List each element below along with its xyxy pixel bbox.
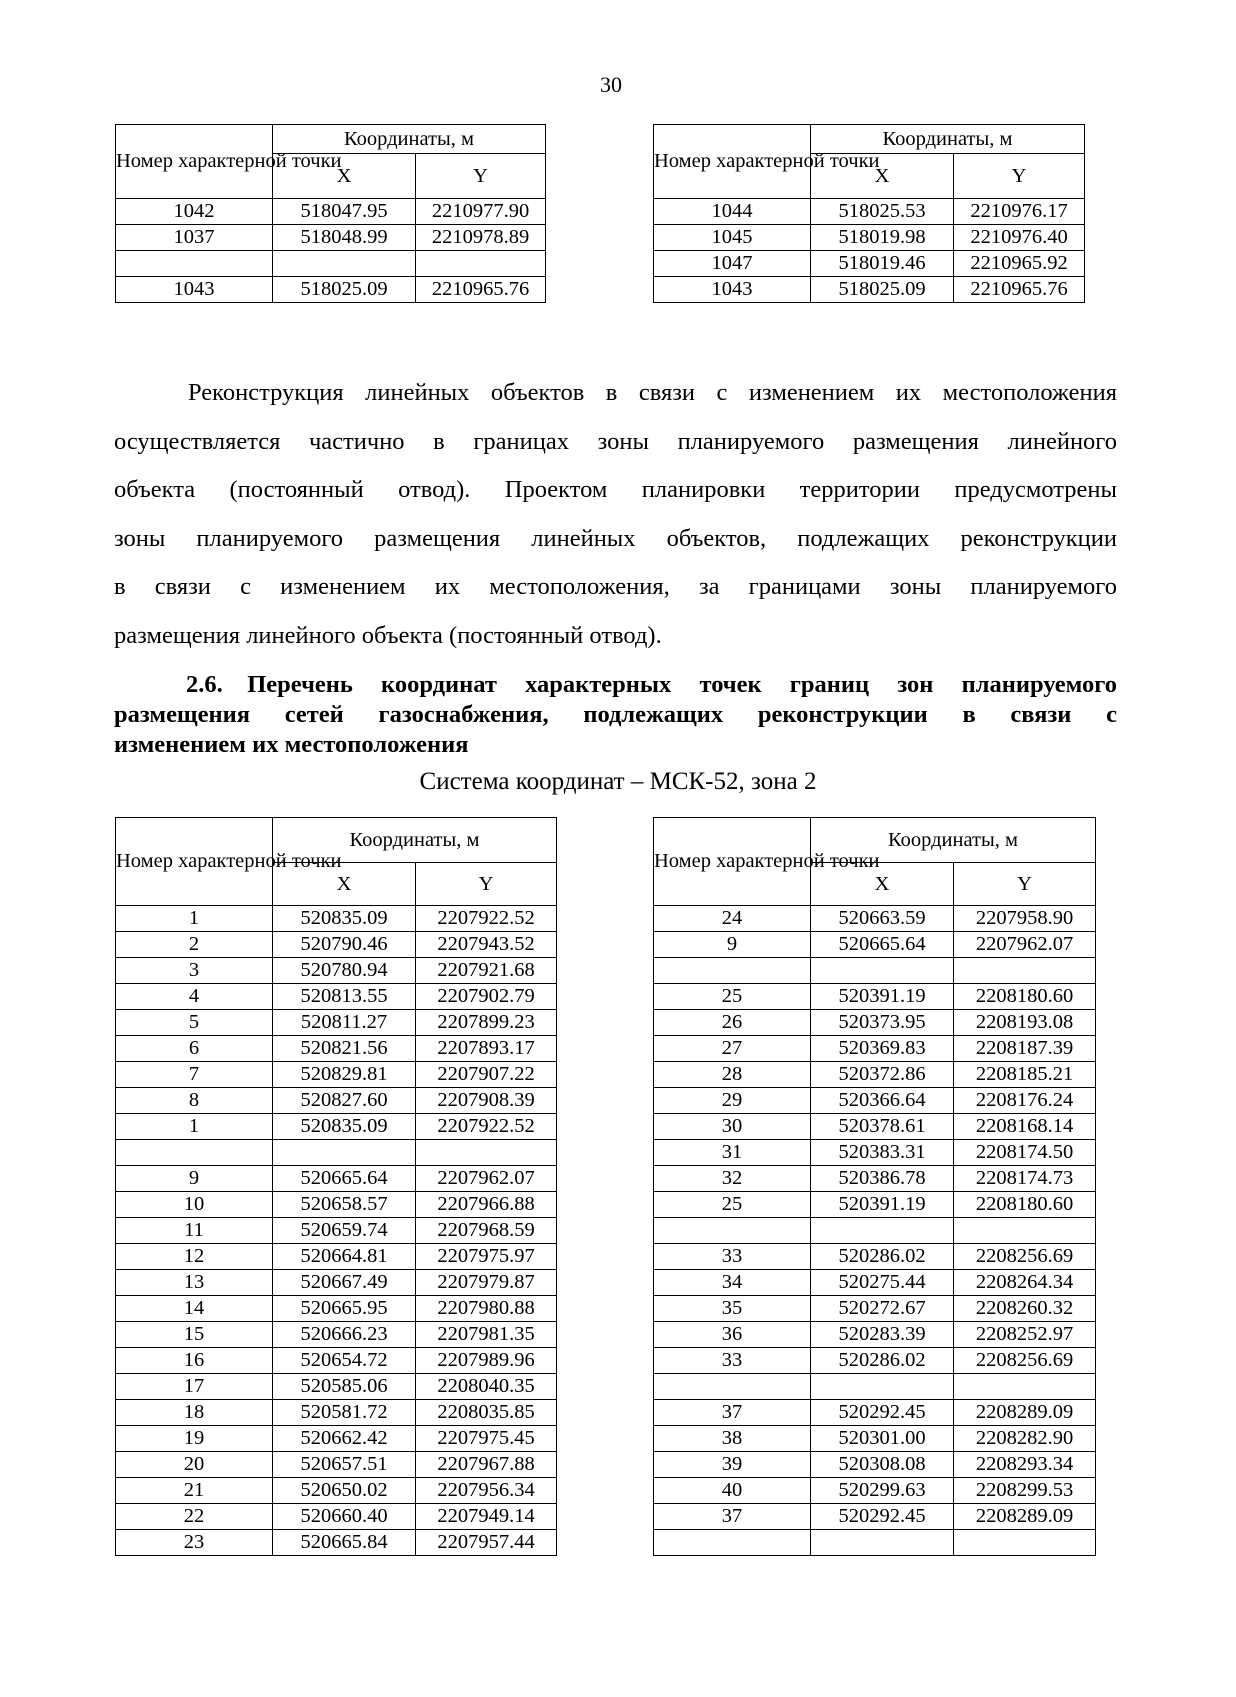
point-number-cell: 1044 (654, 199, 811, 225)
y-coordinate-cell: 2207921.68 (416, 958, 557, 984)
y-coordinate-cell: 2208299.53 (954, 1478, 1096, 1504)
table-row (116, 251, 546, 277)
bottom-left-coordinates-table (115, 817, 557, 1556)
point-number-header: Номер характерной точки (116, 818, 273, 906)
point-number-cell: 16 (116, 1348, 273, 1374)
coordinates-header: Координаты, м (273, 818, 557, 863)
table-row (654, 1036, 1096, 1062)
coordinate-system-caption: Система координат – МСК-52, зона 2 (419, 768, 817, 795)
y-coordinate-cell: 2208264.34 (954, 1270, 1096, 1296)
table-row (654, 1114, 1096, 1140)
x-coordinate-cell: 520835.09 (273, 1114, 416, 1140)
x-coordinate-cell: 520292.45 (811, 1504, 954, 1530)
table-row (116, 932, 557, 958)
y-coordinate-cell: 2207908.39 (416, 1088, 557, 1114)
y-coordinate-cell: 2208252.97 (954, 1322, 1096, 1348)
x-coordinate-cell: 520275.44 (811, 1270, 954, 1296)
point-number-cell: 9 (654, 932, 811, 958)
x-coordinate-cell: 520286.02 (811, 1244, 954, 1270)
point-number-header: Номер характерной точки (654, 818, 811, 906)
x-coordinate-cell: 520283.39 (811, 1322, 954, 1348)
y-coordinate-cell: 2210977.90 (416, 199, 546, 225)
y-coordinate-cell: 2208185.21 (954, 1062, 1096, 1088)
table-row (654, 1010, 1096, 1036)
table-row (116, 1426, 557, 1452)
x-header: X (273, 863, 416, 906)
x-coordinate-cell: 520650.02 (273, 1478, 416, 1504)
y-coordinate-cell (954, 1530, 1096, 1556)
paragraph-line: Реконструкция линейных объектов в связи с изменением их местоположения (188, 379, 1117, 406)
x-coordinate-cell (273, 251, 416, 277)
table-row (116, 1218, 557, 1244)
x-coordinate-cell: 520386.78 (811, 1166, 954, 1192)
x-coordinate-cell: 520665.95 (273, 1296, 416, 1322)
point-number-cell: 34 (654, 1270, 811, 1296)
point-number-header: Номер характерной точки (116, 125, 273, 199)
table-row (654, 251, 1085, 277)
point-number-cell: 31 (654, 1140, 811, 1166)
y-coordinate-cell (954, 1218, 1096, 1244)
y-coordinate-cell: 2207975.97 (416, 1244, 557, 1270)
x-coordinate-cell: 520299.63 (811, 1478, 954, 1504)
point-number-cell: 36 (654, 1322, 811, 1348)
point-number-cell: 26 (654, 1010, 811, 1036)
x-coordinate-cell: 520585.06 (273, 1374, 416, 1400)
y-coordinate-cell (954, 958, 1096, 984)
x-coordinate-cell: 520391.19 (811, 1192, 954, 1218)
table-row (654, 1270, 1096, 1296)
x-coordinate-cell: 520811.27 (273, 1010, 416, 1036)
y-coordinate-cell: 2208180.60 (954, 1192, 1096, 1218)
x-coordinate-cell: 520657.51 (273, 1452, 416, 1478)
y-coordinate-cell: 2208180.60 (954, 984, 1096, 1010)
table-row (116, 1322, 557, 1348)
table-row (116, 225, 546, 251)
y-coordinate-cell: 2208289.09 (954, 1504, 1096, 1530)
point-number-cell (654, 1218, 811, 1244)
y-coordinate-cell: 2207968.59 (416, 1218, 557, 1244)
x-coordinate-cell: 520813.55 (273, 984, 416, 1010)
y-coordinate-cell: 2207989.96 (416, 1348, 557, 1374)
y-coordinate-cell: 2210976.40 (954, 225, 1085, 251)
section-heading (114, 670, 1117, 760)
table-row (116, 1452, 557, 1478)
x-coordinate-cell: 520660.40 (273, 1504, 416, 1530)
table-row (116, 1166, 557, 1192)
y-coordinate-cell: 2207922.52 (416, 1114, 557, 1140)
table-row (116, 1140, 557, 1166)
top-left-coordinates-table (115, 124, 546, 303)
x-coordinate-cell: 520667.49 (273, 1270, 416, 1296)
point-number-cell: 19 (116, 1426, 273, 1452)
table-row (654, 1452, 1096, 1478)
table-row (654, 1400, 1096, 1426)
x-coordinate-cell: 520821.56 (273, 1036, 416, 1062)
x-coordinate-cell: 520654.72 (273, 1348, 416, 1374)
point-number-cell: 1042 (116, 199, 273, 225)
x-coordinate-cell: 520790.46 (273, 932, 416, 958)
y-coordinate-cell: 2208293.34 (954, 1452, 1096, 1478)
y-coordinate-cell: 2210965.76 (954, 277, 1085, 303)
table-row (116, 1270, 557, 1296)
point-number-cell: 29 (654, 1088, 811, 1114)
x-coordinate-cell: 520666.23 (273, 1322, 416, 1348)
point-number-cell: 10 (116, 1192, 273, 1218)
point-number-cell: 6 (116, 1036, 273, 1062)
y-coordinate-cell: 2207957.44 (416, 1530, 557, 1556)
table-row (654, 199, 1085, 225)
y-coordinate-cell: 2207979.87 (416, 1270, 557, 1296)
paragraph-line: размещения линейного объекта (постоянный отвод). (114, 621, 662, 649)
y-coordinate-cell: 2208289.09 (954, 1400, 1096, 1426)
table-row (654, 1322, 1096, 1348)
point-number-cell: 33 (654, 1348, 811, 1374)
point-number-cell: 32 (654, 1166, 811, 1192)
table-row (116, 1062, 557, 1088)
section-heading-line: 2.6. Перечень координат характерных точек границ зон планируемого (186, 671, 1117, 698)
table-row (116, 1036, 557, 1062)
point-number-cell: 40 (654, 1478, 811, 1504)
y-coordinate-cell (416, 251, 546, 277)
y-coordinate-cell: 2207943.52 (416, 932, 557, 958)
y-coordinate-cell: 2207956.34 (416, 1478, 557, 1504)
point-number-cell: 9 (116, 1166, 273, 1192)
y-coordinate-cell: 2208256.69 (954, 1348, 1096, 1374)
point-number-cell: 18 (116, 1400, 273, 1426)
x-coordinate-cell: 518025.53 (811, 199, 954, 225)
point-number-cell: 38 (654, 1426, 811, 1452)
y-coordinate-cell: 2207902.79 (416, 984, 557, 1010)
coordinates-header: Координаты, м (811, 125, 1085, 154)
table-row (116, 1244, 557, 1270)
y-coordinate-cell: 2210965.76 (416, 277, 546, 303)
table-row (654, 1244, 1096, 1270)
table-row (654, 1218, 1096, 1244)
x-coordinate-cell: 520665.64 (811, 932, 954, 958)
x-coordinate-cell: 520383.31 (811, 1140, 954, 1166)
y-coordinate-cell: 2207907.22 (416, 1062, 557, 1088)
x-coordinate-cell: 520372.86 (811, 1062, 954, 1088)
x-coordinate-cell: 520391.19 (811, 984, 954, 1010)
y-coordinate-cell: 2208193.08 (954, 1010, 1096, 1036)
point-number-cell: 37 (654, 1504, 811, 1530)
point-number-cell: 1 (116, 1114, 273, 1140)
table-row (654, 1192, 1096, 1218)
point-number-cell: 30 (654, 1114, 811, 1140)
point-number-cell (116, 251, 273, 277)
point-number-cell: 37 (654, 1400, 811, 1426)
table-row (116, 958, 557, 984)
table-row (116, 1192, 557, 1218)
point-number-cell: 28 (654, 1062, 811, 1088)
y-coordinate-cell: 2207975.45 (416, 1426, 557, 1452)
body-paragraph (114, 369, 1117, 660)
point-number-header: Номер характерной точки (654, 125, 811, 199)
top-right-coordinates-table (653, 124, 1085, 303)
section-heading-line: изменением их местоположения (114, 731, 469, 758)
y-coordinate-cell: 2208187.39 (954, 1036, 1096, 1062)
x-coordinate-cell: 518019.46 (811, 251, 954, 277)
x-coordinate-cell (811, 1530, 954, 1556)
point-number-cell: 14 (116, 1296, 273, 1322)
y-header: Y (416, 863, 557, 906)
point-number-cell (654, 1374, 811, 1400)
y-coordinate-cell: 2208256.69 (954, 1244, 1096, 1270)
point-number-cell: 2 (116, 932, 273, 958)
point-number-cell: 24 (654, 906, 811, 932)
point-number-cell: 15 (116, 1322, 273, 1348)
y-coordinate-cell: 2207962.07 (954, 932, 1096, 958)
point-number-cell: 17 (116, 1374, 273, 1400)
x-coordinate-cell: 520378.61 (811, 1114, 954, 1140)
x-coordinate-cell: 520829.81 (273, 1062, 416, 1088)
coordinates-header: Координаты, м (811, 818, 1096, 863)
y-coordinate-cell: 2207958.90 (954, 906, 1096, 932)
point-number-cell: 27 (654, 1036, 811, 1062)
y-coordinate-cell: 2207949.14 (416, 1504, 557, 1530)
paragraph-line: осуществляется частично в границах зоны планируемого размещения линейного (114, 427, 1117, 455)
point-number-cell: 1043 (654, 277, 811, 303)
x-coordinate-cell: 520664.81 (273, 1244, 416, 1270)
point-number-cell: 5 (116, 1010, 273, 1036)
table-row (116, 1348, 557, 1374)
table-row (116, 1504, 557, 1530)
x-coordinate-cell: 520662.42 (273, 1426, 416, 1452)
table-row (654, 932, 1096, 958)
y-coordinate-cell: 2208040.35 (416, 1374, 557, 1400)
x-coordinate-cell: 520658.57 (273, 1192, 416, 1218)
x-coordinate-cell (273, 1140, 416, 1166)
point-number-cell: 8 (116, 1088, 273, 1114)
point-number-cell: 23 (116, 1530, 273, 1556)
x-coordinate-cell: 520780.94 (273, 958, 416, 984)
table-row (116, 1374, 557, 1400)
x-coordinate-cell: 518025.09 (811, 277, 954, 303)
y-coordinate-cell: 2208174.73 (954, 1166, 1096, 1192)
x-coordinate-cell: 520663.59 (811, 906, 954, 932)
x-coordinate-cell: 520292.45 (811, 1400, 954, 1426)
point-number-cell: 1037 (116, 225, 273, 251)
y-coordinate-cell (416, 1140, 557, 1166)
y-coordinate-cell: 2207980.88 (416, 1296, 557, 1322)
table-row (654, 1504, 1096, 1530)
y-coordinate-cell: 2210965.92 (954, 251, 1085, 277)
y-coordinate-cell: 2208035.85 (416, 1400, 557, 1426)
page-number: 30 (600, 72, 622, 97)
point-number-cell: 1043 (116, 277, 273, 303)
y-header: Y (954, 863, 1096, 906)
x-header: X (811, 863, 954, 906)
y-coordinate-cell: 2207899.23 (416, 1010, 557, 1036)
point-number-cell (654, 1530, 811, 1556)
table-row (654, 1478, 1096, 1504)
table-row (654, 225, 1085, 251)
point-number-cell: 7 (116, 1062, 273, 1088)
paragraph-line: объекта (постоянный отвод). Проектом планировки территории предусмотрены (114, 476, 1117, 503)
table-row (116, 1010, 557, 1036)
table-row (116, 1478, 557, 1504)
x-coordinate-cell (811, 1218, 954, 1244)
table-row (654, 1088, 1096, 1114)
x-coordinate-cell: 520308.08 (811, 1452, 954, 1478)
table-row (654, 1348, 1096, 1374)
coordinates-header: Координаты, м (273, 125, 546, 154)
x-coordinate-cell (811, 958, 954, 984)
table-row (116, 1530, 557, 1556)
table-row (654, 1166, 1096, 1192)
point-number-cell: 25 (654, 984, 811, 1010)
point-number-cell: 1045 (654, 225, 811, 251)
point-number-cell: 25 (654, 1192, 811, 1218)
point-number-cell: 21 (116, 1478, 273, 1504)
point-number-cell (654, 958, 811, 984)
point-number-cell: 22 (116, 1504, 273, 1530)
y-coordinate-cell: 2210976.17 (954, 199, 1085, 225)
y-coordinate-cell (954, 1374, 1096, 1400)
x-coordinate-cell: 518019.98 (811, 225, 954, 251)
x-coordinate-cell: 520272.67 (811, 1296, 954, 1322)
point-number-cell: 35 (654, 1296, 811, 1322)
x-coordinate-cell: 520835.09 (273, 906, 416, 932)
table-row (654, 1374, 1096, 1400)
x-coordinate-cell: 520369.83 (811, 1036, 954, 1062)
y-coordinate-cell: 2207922.52 (416, 906, 557, 932)
paragraph-line: в связи с изменением их местоположения, за границами зоны планируемого (114, 573, 1117, 600)
table-row (654, 984, 1096, 1010)
y-header: Y (416, 154, 546, 199)
y-coordinate-cell: 2207962.07 (416, 1166, 557, 1192)
x-coordinate-cell: 520366.64 (811, 1088, 954, 1114)
paragraph-line: зоны планируемого размещения линейных объектов, подлежащих реконструкции (114, 524, 1117, 552)
y-coordinate-cell: 2207966.88 (416, 1192, 557, 1218)
point-number-cell: 33 (654, 1244, 811, 1270)
table-row (654, 277, 1085, 303)
table-row (116, 1114, 557, 1140)
x-coordinate-cell: 520665.64 (273, 1166, 416, 1192)
x-header: X (811, 154, 954, 199)
x-coordinate-cell: 520659.74 (273, 1218, 416, 1244)
table-row (116, 199, 546, 225)
x-coordinate-cell: 520286.02 (811, 1348, 954, 1374)
y-coordinate-cell: 2207893.17 (416, 1036, 557, 1062)
x-coordinate-cell: 520301.00 (811, 1426, 954, 1452)
point-number-cell: 3 (116, 958, 273, 984)
point-number-cell: 13 (116, 1270, 273, 1296)
table-row (654, 958, 1096, 984)
x-coordinate-cell: 520827.60 (273, 1088, 416, 1114)
point-number-cell: 12 (116, 1244, 273, 1270)
x-coordinate-cell (811, 1374, 954, 1400)
table-row (654, 1140, 1096, 1166)
table-row (654, 1062, 1096, 1088)
point-number-cell: 11 (116, 1218, 273, 1244)
x-coordinate-cell: 520373.95 (811, 1010, 954, 1036)
table-row (654, 1296, 1096, 1322)
y-coordinate-cell: 2208174.50 (954, 1140, 1096, 1166)
point-number-cell: 4 (116, 984, 273, 1010)
x-coordinate-cell: 520581.72 (273, 1400, 416, 1426)
table-row (654, 906, 1096, 932)
table-row (654, 1530, 1096, 1556)
table-row (116, 277, 546, 303)
y-coordinate-cell: 2208168.14 (954, 1114, 1096, 1140)
point-number-cell: 20 (116, 1452, 273, 1478)
y-coordinate-cell: 2208282.90 (954, 1426, 1096, 1452)
table-row (116, 906, 557, 932)
y-coordinate-cell: 2207981.35 (416, 1322, 557, 1348)
table-row (116, 1088, 557, 1114)
table-row (654, 1426, 1096, 1452)
y-coordinate-cell: 2208260.32 (954, 1296, 1096, 1322)
point-number-cell: 39 (654, 1452, 811, 1478)
table-row (116, 1400, 557, 1426)
x-coordinate-cell: 520665.84 (273, 1530, 416, 1556)
point-number-cell: 1 (116, 906, 273, 932)
bottom-right-coordinates-table (653, 817, 1096, 1556)
x-coordinate-cell: 518047.95 (273, 199, 416, 225)
x-coordinate-cell: 518025.09 (273, 277, 416, 303)
y-coordinate-cell: 2208176.24 (954, 1088, 1096, 1114)
y-coordinate-cell: 2207967.88 (416, 1452, 557, 1478)
y-coordinate-cell: 2210978.89 (416, 225, 546, 251)
point-number-cell (116, 1140, 273, 1166)
y-header: Y (954, 154, 1085, 199)
x-coordinate-cell: 518048.99 (273, 225, 416, 251)
table-row (116, 1296, 557, 1322)
point-number-cell: 1047 (654, 251, 811, 277)
section-heading-line: размещения сетей газоснабжения, подлежащих реконструкции в связи с (114, 701, 1117, 728)
table-row (116, 984, 557, 1010)
x-header: X (273, 154, 416, 199)
